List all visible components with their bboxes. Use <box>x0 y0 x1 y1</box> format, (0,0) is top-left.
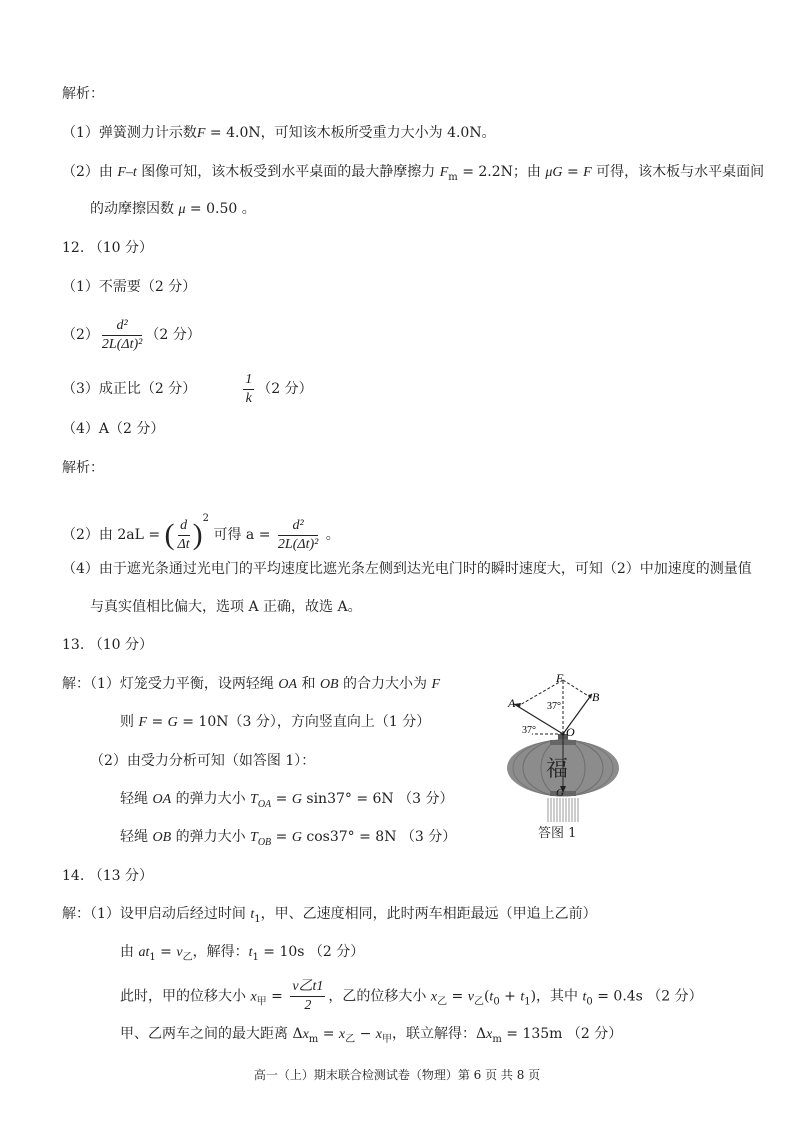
analysis-label-2: 解析： <box>62 460 104 476</box>
analysis-11-part2-line2: 的动摩擦因数 μ = 0.50 。 <box>90 201 256 217</box>
solution-13-line1: 解：（1）灯笼受力平衡，设两轻绳 OA 和 OB 的合力大小为 F <box>62 676 441 692</box>
page-footer: 高一（上）期末联合检测试卷（物理）第 6 页 共 8 页 <box>253 1068 541 1082</box>
solution-13-line5: 轻绳 OB 的弹力大小 $T_{OB} = G$ cos37° = 8N （3 分） <box>120 829 457 848</box>
label-F: F <box>556 672 564 685</box>
solution-14-line3: 此时，甲的位移大小 $x_甲$ = $\frac{\text{v乙t1}}{2}$ ，乙的位移大小 $x_乙 = v_乙(t_0 + t_1)$，其中 $t_0 = 0.4s$ （2 分） <box>120 979 703 1013</box>
answer-12-2: （2） $\frac{\text{d²}}{\text{2L(Δt)²}}$ （2 分） <box>62 317 201 352</box>
label-angle-left: 37° <box>522 725 536 736</box>
solution-13-line3: （2）由受力分析可知（如答图 1）： <box>90 753 316 769</box>
force-diagram-figure <box>500 672 630 842</box>
solution-14-line1: 解：（1）设甲启动后经过时间 $t_1$，甲、乙速度相同，此时两车相距最远（甲追上乙前） <box>62 906 597 925</box>
answer-12-3: （3）成正比（2 分） $\frac{1}{k}$ （2 分） <box>62 371 313 406</box>
label-B: B <box>592 690 600 704</box>
label-angle-top: 37° <box>547 701 561 712</box>
answer-12-3-fraction: $\frac{1}{k}$ <box>245 371 253 406</box>
analysis-12-4-line2: 与真实值相比偏大，选项 A 正确，故选 A。 <box>90 599 362 615</box>
analysis-12-4-line1: （4）由于遮光条通过光电门的平均速度比遮光条左侧到达光电门时的瞬时速度大，可知（2）中加速度的测量值 <box>62 561 752 577</box>
solution-14-line4: 甲、乙两车之间的最大距离 $\Delta x_m = x_乙 - x_甲$，联立解得：$\Delta x_m = 135m$ （2 分） <box>120 1026 623 1045</box>
analysis-12-2: （2）由 2aL = ( $\frac{d}{\Delta t}$ )$^2$ 可得 a = $\frac{\text{d²}}{\text{2L(Δt)²}}$ 。 <box>62 513 340 552</box>
analysis-label-1: 解析： <box>62 86 104 102</box>
label-O: O <box>566 725 575 739</box>
solution-14-line2: 由 $at_1 = v_乙$，解得：$t_1 = 10s$ （2 分） <box>120 944 365 963</box>
answer-12-2-fraction: $\frac{\text{d²}}{\text{2L(Δt)²}}$ <box>101 317 143 352</box>
answer-12-1: （1）不需要（2 分） <box>62 279 197 295</box>
label-G: G <box>556 787 564 799</box>
solution-13-line2: 则 F = G = 10N（3 分），方向竖直向上（1 分） <box>120 714 431 730</box>
answer-12-4: （4）A（2 分） <box>62 421 165 437</box>
label-A: A <box>508 696 516 710</box>
solution-13-line4: 轻绳 OA 的弹力大小 $T_{OA} = G$ sin37° = 6N （3 分） <box>120 791 454 810</box>
question-12-header: 12. （10 分） <box>62 240 153 256</box>
analysis-11-part2-line1: （2）由 F–t 图像可知，该木板受到水平桌面的最大静摩擦力 $F_m = 2.2N$；由 μG = F 可得，该木板与水平桌面间 <box>62 164 765 183</box>
question-14-header: 14. （13 分） <box>62 868 153 884</box>
question-13-header: 13. （10 分） <box>62 637 153 653</box>
lantern-character: 福 <box>546 757 569 782</box>
lantern-diagram <box>500 672 630 842</box>
analysis-11-part1: （1）弹簧测力计示数F = 4.0N，可知该木板所受重力大小为 4.0N。 <box>62 125 496 141</box>
figure-caption: 答图 1 <box>538 826 577 841</box>
